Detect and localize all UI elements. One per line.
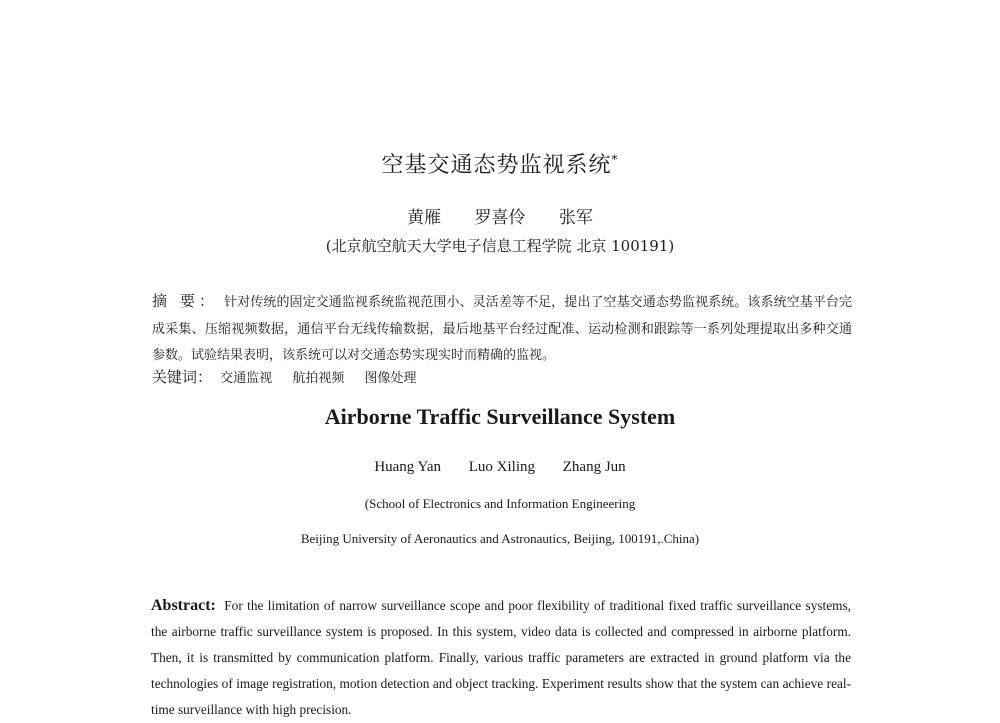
chinese-abstract xyxy=(152,288,852,370)
chinese-author: 罗喜伶 xyxy=(474,208,526,228)
english-abstract-text: For the limitation of narrow surveillance scope and poor flexibility of traditional fixed traffic surveillance systems, the airborne traffic surveillance system is proposed. In this system, video data is collected and compressed in airborne platform. Then, it is transmitted by communication platform. Finally, various traffic parameters are extracted in ground platform via the technologies of image registration, motion detection and object tracking. Experiment results show that the system can achieve real-time surveillance with high precision. xyxy=(151,598,851,717)
english-authors xyxy=(0,459,1000,476)
english-title: Airborne Traffic Surveillance System xyxy=(324,404,676,429)
chinese-abstract-text: 针对传统的固定交通监视系统监视范围小、灵活差等不足，提出了空基交通态势监视系统。该系统空基平台完成采集、压缩视频数据，通信平台无线传输数据，最后地基平台经过配准、运动检测和跟踪等一系列处理提取出多种交通参数。试验结果表明，该系统可以对交通态势实现实时而精确的监视。 xyxy=(152,295,852,363)
english-affiliation-line2: Beijing University of Aeronautics and Astronautics, Beijing, 100191,.China) xyxy=(300,531,700,546)
chinese-keyword: 交通监视 xyxy=(220,371,273,386)
chinese-title-text: 空基交通态势监视系统 xyxy=(381,153,612,178)
chinese-author: 黄雁 xyxy=(407,208,442,228)
english-author: Luo Xiling xyxy=(468,459,535,475)
english-author: Zhang Jun xyxy=(562,459,626,475)
chinese-affiliation: (北京航空航天大学电子信息工程学院 北京 100191) xyxy=(325,237,675,255)
chinese-keywords xyxy=(152,366,852,387)
english-author: Huang Yan xyxy=(374,459,441,475)
title-footnote-mark: * xyxy=(611,152,619,167)
chinese-title xyxy=(0,148,1000,179)
chinese-author: 张军 xyxy=(558,208,593,228)
english-affiliation-line1: (School of Electronics and Information Engineering xyxy=(364,496,636,511)
chinese-keywords-label: 关键词： xyxy=(152,368,213,386)
chinese-authors xyxy=(0,203,1000,228)
english-abstract-label: Abstract: xyxy=(151,597,216,614)
chinese-keyword: 航拍视频 xyxy=(292,371,345,386)
chinese-abstract-label: 摘 要： xyxy=(152,292,219,310)
english-abstract xyxy=(151,593,851,723)
chinese-keyword: 图像处理 xyxy=(364,371,417,386)
